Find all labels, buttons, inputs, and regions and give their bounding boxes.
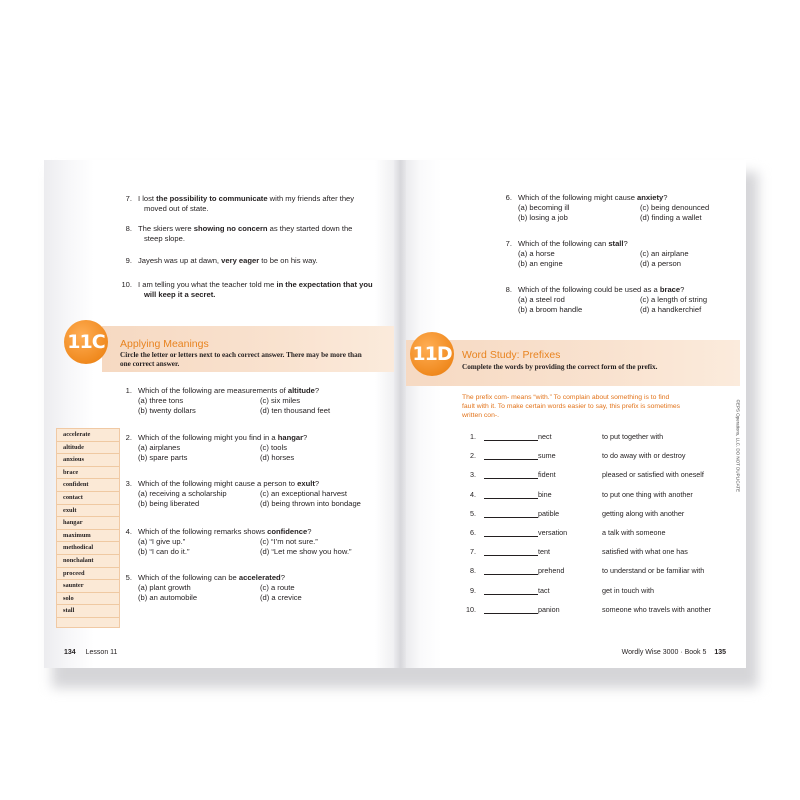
word-list-item: altitude xyxy=(57,442,119,455)
prefix-item-number: 9. xyxy=(470,585,476,595)
answer-option[interactable]: (d) a person xyxy=(640,259,681,268)
answer-option[interactable]: (d) horses xyxy=(260,453,295,462)
answer-option[interactable]: (c) being denounced xyxy=(640,203,710,212)
word-list-item: exult xyxy=(57,505,119,518)
answer-blank[interactable] xyxy=(484,536,538,537)
question-text: Which of the following might you find in a hangar? xyxy=(138,433,308,442)
answer-options xyxy=(138,396,378,418)
prefix-item xyxy=(462,605,732,615)
word-stem: tent xyxy=(538,547,550,557)
prefix-item-number: 6. xyxy=(470,528,476,537)
word-list-item: solo xyxy=(57,593,119,606)
answer-option[interactable]: (d) ten thousand feet xyxy=(260,406,331,415)
question-item xyxy=(116,433,386,469)
word-definition: a talk with someone xyxy=(602,528,666,537)
instruction-line-1: Circle the letter or letters next to each correct answer. There may be more than xyxy=(120,351,362,359)
prefix-item-number: 5. xyxy=(470,508,476,518)
answer-option[interactable]: (d) finding a wallet xyxy=(640,213,702,222)
answer-option[interactable]: (b) spare parts xyxy=(138,453,188,462)
word-stem: nect xyxy=(538,432,552,441)
prefix-item xyxy=(462,470,732,480)
answer-option[interactable]: (d) a crevice xyxy=(260,593,302,602)
answer-blank[interactable] xyxy=(484,613,538,614)
word-definition: get in touch with xyxy=(602,585,654,595)
word-stem: panion xyxy=(538,604,560,614)
word-list-item: saunter xyxy=(57,580,119,593)
question-item xyxy=(116,573,386,609)
section-badge-11d: 11D xyxy=(410,332,454,376)
question-item xyxy=(116,386,386,422)
question-item xyxy=(496,193,746,229)
question-item xyxy=(496,239,746,275)
question-number: 4. xyxy=(125,527,132,536)
prefix-item-number: 3. xyxy=(470,470,476,480)
section-badge-11c: 11C xyxy=(64,320,108,364)
answer-blank[interactable] xyxy=(484,517,538,518)
prefix-item-number: 10. xyxy=(466,604,476,614)
word-list-item: proceed xyxy=(57,568,119,581)
word-definition: to put one thing with another xyxy=(602,489,693,499)
prefix-item-number: 2. xyxy=(470,451,476,461)
sentence-item xyxy=(116,194,386,216)
prefix-item xyxy=(462,490,732,500)
instruction-line-2: one correct answer. xyxy=(120,360,180,368)
book-title: Wordly Wise 3000 · Book 5 xyxy=(621,649,707,656)
prefix-item xyxy=(462,586,732,596)
sentence-item xyxy=(116,256,386,278)
open-workbook xyxy=(44,160,746,668)
question-text: Which of the following could be used as a brace? xyxy=(518,285,685,294)
lesson-label: Lesson 11 xyxy=(85,649,118,656)
word-stem: bine xyxy=(538,489,552,499)
prefix-note xyxy=(462,393,732,420)
question-text: Which of the following can be accelerated? xyxy=(138,573,285,582)
word-definition: satisfied with what one has xyxy=(602,547,688,557)
question-item xyxy=(496,285,746,321)
question-number: 8. xyxy=(505,285,512,294)
prefix-item-number: 7. xyxy=(470,547,476,557)
prefix-item-number: 8. xyxy=(470,566,476,576)
answer-option[interactable]: (c) an exceptional harvest xyxy=(260,489,347,498)
word-list-item: hangar xyxy=(57,517,119,530)
prefix-item-number: 1. xyxy=(470,432,476,441)
answer-option[interactable]: (c) a route xyxy=(260,583,295,592)
note-line: written con-. xyxy=(462,412,500,419)
word-stem: sume xyxy=(538,451,556,461)
prefix-item xyxy=(462,528,732,538)
page-footer-left xyxy=(64,649,117,656)
answer-options xyxy=(138,537,378,559)
section-instruction-11d: Complete the words by providing the correct form of the prefix. xyxy=(462,363,658,371)
copyright-notice: ©EPS Operations, LLC. DO NOT DUPLICATE xyxy=(735,399,740,492)
note-line: fault with it. To make certain words easier to say, this prefix is sometimes xyxy=(462,403,681,410)
answer-option[interactable]: (b) a broom handle xyxy=(518,305,583,314)
word-list-item: contact xyxy=(57,492,119,505)
section-instruction xyxy=(120,351,392,369)
answer-option[interactable]: (a) plant growth xyxy=(138,583,191,592)
answer-option[interactable]: (b) twenty dollars xyxy=(138,406,196,415)
word-stem: prehend xyxy=(538,566,565,576)
question-number: 7. xyxy=(505,239,512,248)
answer-option[interactable]: (d) a handkerchief xyxy=(640,305,702,314)
word-stem: tact xyxy=(538,585,550,595)
answer-option[interactable]: (a) a horse xyxy=(518,249,555,258)
sentence-item xyxy=(116,280,386,302)
answer-option[interactable]: (c) a length of string xyxy=(640,295,708,304)
section-title-applying-meanings: Applying Meanings xyxy=(120,338,209,350)
answer-option[interactable]: (b) an engine xyxy=(518,259,563,268)
answer-options xyxy=(518,295,746,317)
book-gutter xyxy=(394,160,406,668)
prefix-item xyxy=(462,566,732,576)
prefix-item xyxy=(462,547,732,557)
answer-option[interactable]: (b) an automobile xyxy=(138,593,198,602)
item-number: 8. xyxy=(125,224,132,233)
item-number: 7. xyxy=(125,194,132,203)
answer-options xyxy=(518,203,746,225)
question-text: Which of the following remarks shows confidence? xyxy=(138,527,312,536)
item-number: 10. xyxy=(121,280,132,289)
answer-option[interactable]: (a) receiving a scholarship xyxy=(138,489,227,498)
answer-blank[interactable] xyxy=(484,440,538,441)
question-item xyxy=(116,527,386,563)
word-list-item: nonchalant xyxy=(57,555,119,568)
prefix-item-number: 4. xyxy=(470,489,476,499)
answer-options xyxy=(138,583,378,605)
answer-option[interactable]: (a) a steel rod xyxy=(518,295,565,304)
page-number: 135 xyxy=(714,649,726,656)
question-item xyxy=(116,479,386,515)
question-number: 6. xyxy=(505,193,512,202)
word-list-item: anxious xyxy=(57,454,119,467)
answer-option[interactable]: (a) “I give up.” xyxy=(138,537,186,546)
word-stem: versation xyxy=(538,528,568,537)
answer-option[interactable]: (b) being liberated xyxy=(138,499,200,508)
answer-blank[interactable] xyxy=(484,555,538,556)
question-text: Which of the following are measurements of altitude? xyxy=(138,386,320,395)
word-list-item: confident xyxy=(57,479,119,492)
page-footer-right xyxy=(622,649,726,656)
word-stem: fident xyxy=(538,470,556,480)
answer-option[interactable]: (c) tools xyxy=(260,443,288,452)
word-list-item: stall xyxy=(57,605,119,618)
question-number: 3. xyxy=(125,479,132,488)
answer-blank[interactable] xyxy=(484,478,538,479)
answer-option[interactable]: (d) being thrown into bondage xyxy=(260,499,361,508)
answer-option[interactable]: (b) “I can do it.” xyxy=(138,547,190,556)
word-definition: to do away with or destroy xyxy=(602,451,686,461)
answer-options xyxy=(138,443,378,465)
prefix-item xyxy=(462,509,732,519)
word-definition: getting along with another xyxy=(602,508,685,518)
page-number: 134 xyxy=(64,649,76,656)
answer-option[interactable]: (a) airplanes xyxy=(138,443,181,452)
word-definition: pleased or satisfied with oneself xyxy=(602,470,704,480)
item-text: I am telling you what the teacher told me in the expectation that you will keep it a secret. xyxy=(138,280,373,299)
answer-blank[interactable] xyxy=(484,594,538,595)
item-number: 9. xyxy=(125,256,132,265)
word-list-item: methodical xyxy=(57,542,119,555)
word-list-item: brace xyxy=(57,467,119,480)
item-text: The skiers were showing no concern as they started down the steep slope. xyxy=(138,224,353,243)
answer-blank[interactable] xyxy=(484,498,538,499)
answer-option[interactable]: (a) three tons xyxy=(138,396,184,405)
answer-options xyxy=(138,489,378,511)
right-page xyxy=(400,160,746,668)
word-list-item: maximum xyxy=(57,530,119,543)
note-line: The prefix com- means “with.” To complain about something is to find xyxy=(462,394,670,401)
word-definition: to put together with xyxy=(602,432,664,441)
word-stem: patible xyxy=(538,508,560,518)
answer-option[interactable]: (c) an airplane xyxy=(640,249,689,258)
answer-option[interactable]: (a) becoming ill xyxy=(518,203,570,212)
answer-option[interactable]: (b) losing a job xyxy=(518,213,568,222)
word-list-box xyxy=(56,428,120,628)
word-definition: to understand or be familiar with xyxy=(602,566,705,576)
question-number: 2. xyxy=(125,433,132,442)
section-title-word-study: Word Study: Prefixes xyxy=(462,349,561,361)
question-text: Which of the following might cause a person to exult? xyxy=(138,479,320,488)
question-number: 5. xyxy=(125,573,132,582)
word-definition: someone who travels with another xyxy=(602,604,712,614)
left-page xyxy=(44,160,400,668)
sentence-item xyxy=(116,224,386,246)
answer-blank[interactable] xyxy=(484,459,538,460)
answer-option[interactable]: (c) six miles xyxy=(260,396,301,405)
answer-option[interactable]: (d) “Let me show you how.” xyxy=(260,547,352,556)
question-text: Which of the following might cause anxiety? xyxy=(518,193,668,202)
question-text: Which of the following can stall? xyxy=(518,239,628,248)
prefix-item xyxy=(462,432,732,442)
word-list-item: accelerate xyxy=(57,429,119,442)
item-text: Jayesh was up at dawn, very eager to be on his way. xyxy=(138,256,318,265)
item-text: I lost the possibility to communicate with my friends after they moved out of state. xyxy=(138,194,355,213)
prefix-item xyxy=(462,451,732,461)
answer-blank[interactable] xyxy=(484,574,538,575)
answer-options xyxy=(518,249,746,271)
answer-option[interactable]: (c) “I’m not sure.” xyxy=(260,537,318,546)
question-number: 1. xyxy=(125,386,132,395)
